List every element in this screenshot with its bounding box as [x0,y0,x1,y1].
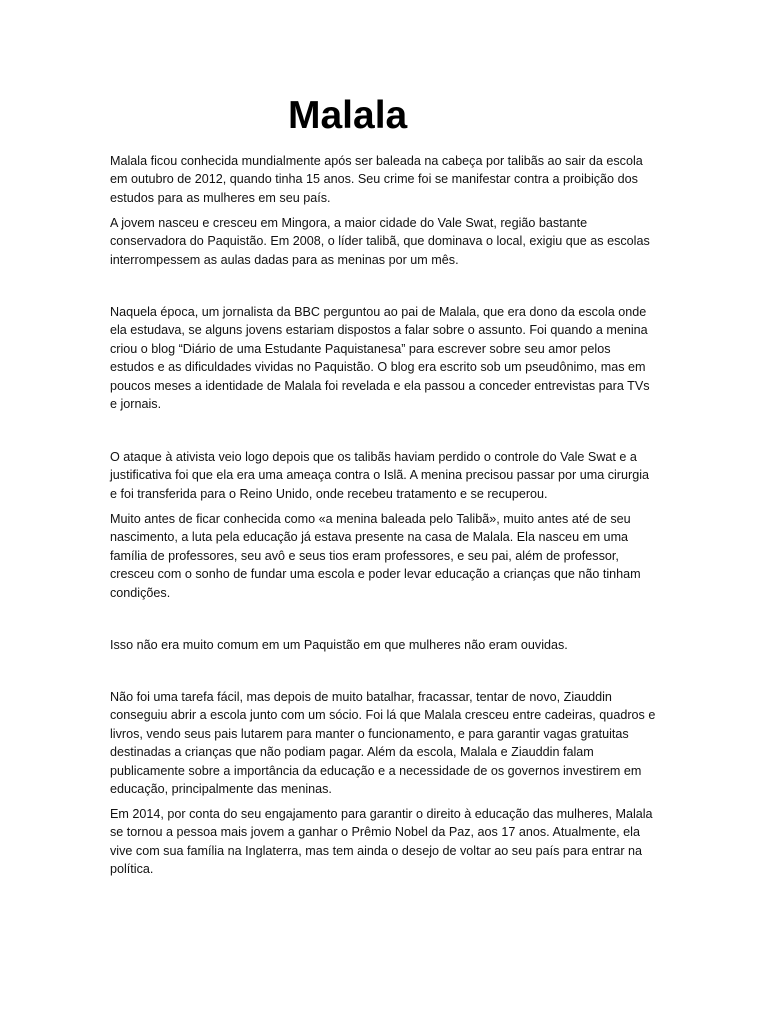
paragraph-1: Malala ficou conhecida mundialmente após ser baleada na cabeça por talibãs ao sair da escola em outubro de 2012, quando tinha 15 anos. Seu crime foi se manifestar contra a proibição dos estudos para as mulheres em seu país. [110,154,643,205]
paragraph-6: Isso não era muito comum em um Paquistão em que mulheres não eram ouvidas. [110,638,568,652]
paragraph-2: A jovem nasceu e cresceu em Mingora, a maior cidade do Vale Swat, região bastante conservadora do Paquistão. Em 2008, o líder talibã, que dominava o local, exigiu que as escolas interrompessem as aulas dadas para as meninas por um mês. [110,216,650,267]
paragraph-3: Naquela época, um jornalista da BBC perguntou ao pai de Malala, que era dono da escola onde ela estudava, se alguns jovens estariam dispostos a falar sobre o assunto. Foi quando a menina criou o blog “Diário de uma Estudante Paquistanesa” para escrever sobre seu amor pelos estudos e as dificuldades vividas no Paquistão. O blog era escrito sob um pseudônimo, mas em poucos meses a identidade de Malala foi revelada e ela passou a conceder entrevistas para TVs e jornais. [110,305,650,412]
document-title: Malala [288,94,408,137]
paragraph-5: Muito antes de ficar conhecida como «a menina baleada pelo Talibã», muito antes até de seu nascimento, a luta pela educação já estava presente na casa de Malala. Ela nasceu em uma família de professores, seu avô e seus tios eram professores, e seu pai, além de professor, cresceu com o sonho de fundar uma escola e poder levar educação a crianças que não tinham condições. [110,512,641,600]
paragraph-4: O ataque à ativista veio logo depois que os talibãs haviam perdido o controle do Vale Swat e a justificativa foi que ela era uma ameaça contra o Islã. A menina precisou passar por uma cirurgia e foi transferida para o Reino Unido, onde recebeu tratamento e se recuperou. [110,450,650,501]
paragraph-7: Não foi uma tarefa fácil, mas depois de muito batalhar, fracassar, tentar de novo, Ziauddin conseguiu abrir a escola junto com um sócio. Foi lá que Malala cresceu entre cadeiras, quadros e livros, vendo seus pais lutarem para manter o funcionamento, e para garantir vagas gratuitas destinadas a crianças que não podiam pagar. Além da escola, Malala e Ziauddin falam publicamente sobre a importância da educação e a necessidade de os governos investirem em educação, principalmente das meninas. [110,690,656,797]
paragraph-8: Em 2014, por conta do seu engajamento para garantir o direito à educação das mulheres, Malala se tornou a pessoa mais jovem a ganhar o Prêmio Nobel da Paz, aos 17 anos. Atualmente, ela vive com sua família na Inglaterra, mas tem ainda o desejo de voltar ao seu país para entrar na política. [110,807,653,877]
